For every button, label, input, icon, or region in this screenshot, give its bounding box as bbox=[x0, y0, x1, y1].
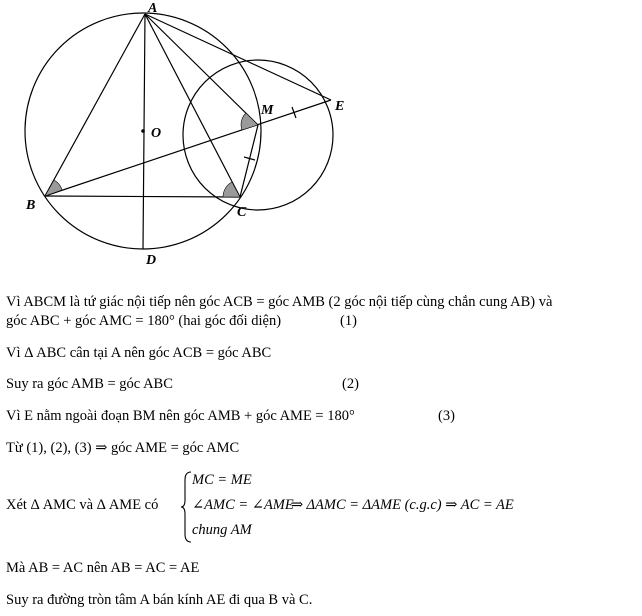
label-a: A bbox=[148, 1, 158, 16]
proof-line-8: Suy ra đường tròn tâm A bán kính AE đi qua B và C. bbox=[6, 592, 313, 608]
equation-mark-2: (2) bbox=[342, 376, 359, 392]
proof-line-6: Từ (1), (2), (3) ⇒ góc AME = góc AMC bbox=[6, 440, 240, 456]
label-m: M bbox=[261, 103, 274, 118]
proof-line-3: Vì Δ ABC cân tại A nên góc ACB = góc ABC bbox=[6, 345, 272, 361]
label-d: D bbox=[146, 253, 157, 268]
proof-line-1: Vì ABCM là tứ giác nội tiếp nên góc ACB = góc AMB (2 góc nội tiếp cùng chắn cung AB) và bbox=[6, 294, 553, 310]
brace-icon bbox=[180, 470, 192, 544]
circle-m bbox=[183, 60, 333, 210]
segment-ac bbox=[145, 14, 240, 197]
label-e: E bbox=[335, 99, 345, 114]
segment-ab bbox=[45, 14, 145, 196]
segment-be bbox=[45, 100, 331, 196]
system-row-1: MC = ME bbox=[192, 472, 252, 488]
segment-am bbox=[145, 14, 258, 125]
system-conclusion: ⇒ ΔAMC = ΔAME (c.g.c) ⇒ AC = AE bbox=[291, 497, 514, 513]
system-prefix: Xét Δ AMC và Δ AME có bbox=[6, 497, 159, 513]
equation-mark-3: (3) bbox=[438, 408, 455, 424]
segment-bc bbox=[45, 196, 240, 197]
label-c: C bbox=[237, 205, 247, 220]
equation-mark-1: (1) bbox=[340, 313, 357, 329]
proof-line-5: Vì E nằm ngoài đoạn BM nên góc AMB + góc AME = 180° bbox=[6, 408, 355, 424]
proof-line-4: Suy ra góc AMB = góc ABC bbox=[6, 376, 173, 392]
proof-line-2: góc ABC + góc AMC = 180° (hai góc đối diện) bbox=[6, 313, 282, 329]
label-b: B bbox=[26, 198, 36, 213]
label-o: O bbox=[151, 126, 162, 141]
proof-line-7: Mà AB = AC nên AB = AC = AE bbox=[6, 560, 200, 576]
segment-mc bbox=[240, 125, 258, 197]
angle-mark-m bbox=[241, 113, 258, 130]
geometry-figure bbox=[0, 0, 360, 275]
segment-ae bbox=[145, 14, 331, 100]
center-o-dot bbox=[141, 129, 145, 133]
system-row-2: ∠AMC = ∠AME bbox=[192, 497, 294, 513]
system-row-3: chung AM bbox=[192, 522, 252, 538]
angle-mark-c bbox=[223, 182, 240, 197]
